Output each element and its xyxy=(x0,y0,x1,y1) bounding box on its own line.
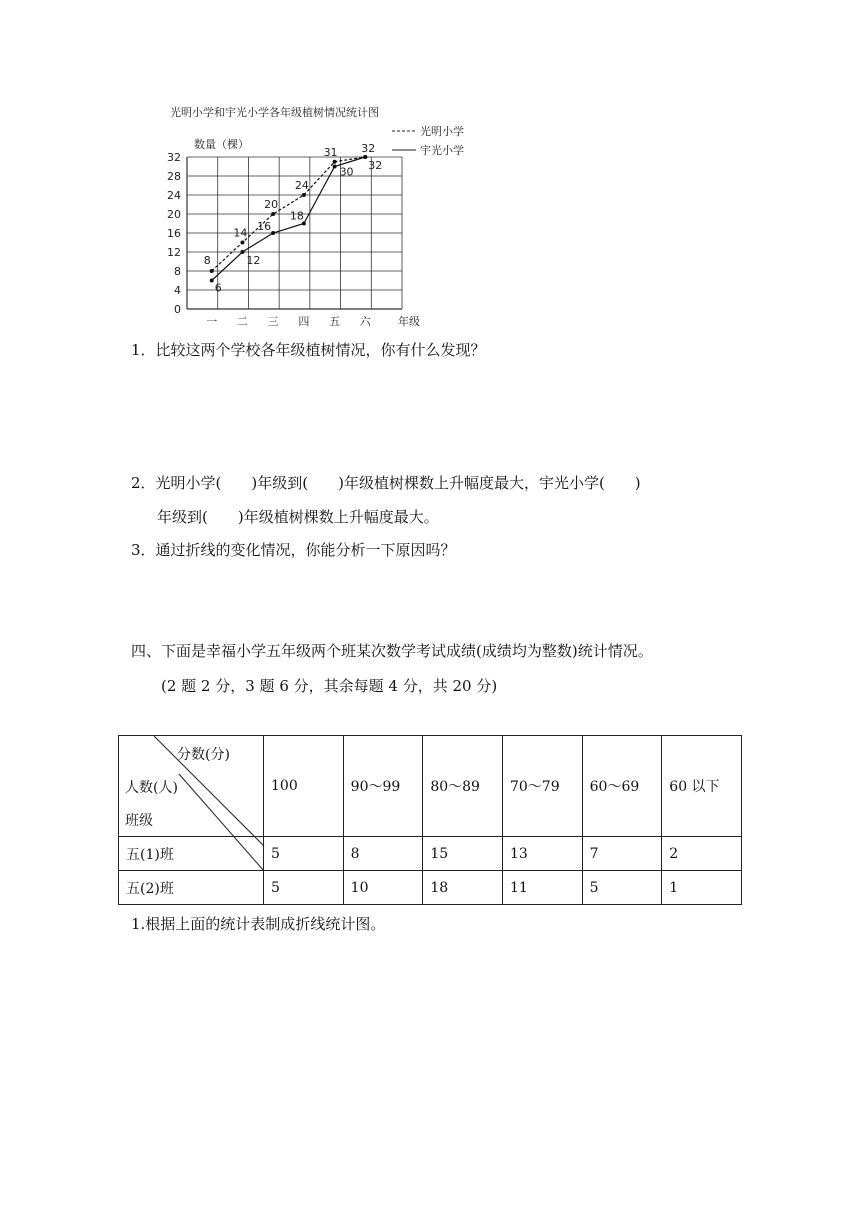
y-tick-label: 12 xyxy=(167,246,181,259)
row-label: 五(2)班 xyxy=(119,871,264,905)
table-cell: 18 xyxy=(423,871,503,905)
column-header: 80～89 xyxy=(423,736,503,837)
series-guangming-data-label: 31 xyxy=(323,145,338,159)
question-3-text: 通过折线的变化情况，你能分析一下原因吗？ xyxy=(155,541,456,559)
y-tick-label: 16 xyxy=(167,227,181,240)
question-3-number: 3． xyxy=(131,541,156,559)
x-tick-label: 二 xyxy=(236,315,248,328)
question-2-line-2 xyxy=(157,507,439,527)
series-yuguang-point xyxy=(210,279,214,283)
table-header-row xyxy=(119,736,742,837)
table-cell: 5 xyxy=(264,837,344,871)
question-1-text: 比较这两个学校各年级植树情况，你有什么发现？ xyxy=(155,341,486,359)
table-cell: 13 xyxy=(502,837,582,871)
y-tick-label: 24 xyxy=(167,189,181,202)
series-guangming-point xyxy=(333,160,337,164)
series-yuguang-point xyxy=(363,155,367,159)
series-guangming-data-label: 20 xyxy=(264,198,279,211)
corner-label-people: 人数(人) xyxy=(125,780,178,796)
series-guangming-point xyxy=(210,269,214,273)
question-3 xyxy=(131,540,456,560)
x-tick-label: 四 xyxy=(298,315,310,328)
y-axis-label: 数量（棵） xyxy=(194,138,249,151)
y-tick-label: 32 xyxy=(167,151,181,164)
row-label: 五(1)班 xyxy=(119,837,264,871)
table-cell: 11 xyxy=(502,871,582,905)
series-yuguang-data-label: 18 xyxy=(289,209,304,223)
series-yuguang-data-label: 32 xyxy=(368,159,383,172)
question-2-text-line-1: 光明小学( )年级到( )年级植树棵数上升幅度最大，宇光小学( ) xyxy=(155,474,641,492)
x-tick-label: 三 xyxy=(267,315,279,328)
tree-planting-line-chart xyxy=(150,98,480,330)
legend-guangming: 光明小学 xyxy=(420,125,464,138)
column-header: 100 xyxy=(264,736,344,837)
question-2-text-line-2: 年级到( )年级植树棵数上升幅度最大。 xyxy=(157,508,439,526)
series-yuguang-data-label: 30 xyxy=(339,165,354,179)
chart-title: 光明小学和宇光小学各年级植树情况统计图 xyxy=(170,106,379,119)
column-header: 70～79 xyxy=(502,736,582,837)
series-yuguang-point xyxy=(271,231,275,235)
y-tick-labels xyxy=(167,151,181,316)
column-header: 60 以下 xyxy=(662,736,742,837)
table-cell: 1 xyxy=(662,871,742,905)
series-guangming-data-label: 14 xyxy=(233,226,248,240)
series-yuguang-point xyxy=(333,165,337,169)
y-tick-label: 0 xyxy=(174,303,181,316)
question-1 xyxy=(131,340,486,360)
y-tick-label: 20 xyxy=(167,208,181,221)
series-guangming-data-label: 32 xyxy=(361,142,376,155)
column-header: 90～99 xyxy=(343,736,423,837)
x-tick-label: 六 xyxy=(359,315,371,328)
table-cell: 15 xyxy=(423,837,503,871)
series-guangming-point xyxy=(271,212,275,216)
x-axis-label: 年级 xyxy=(398,315,420,328)
table-cell: 7 xyxy=(582,837,662,871)
series-guangming-data-label: 24 xyxy=(294,179,309,192)
x-tick-labels xyxy=(206,315,372,328)
series-yuguang-data-label: 12 xyxy=(246,254,261,267)
table-cell: 8 xyxy=(343,837,423,871)
section-4-points: (2 题 2 分，3 题 6 分，其余每题 4 分，共 20 分) xyxy=(161,677,498,695)
y-tick-label: 28 xyxy=(167,170,181,183)
question-2-number: 2． xyxy=(131,474,156,492)
legend xyxy=(392,124,464,157)
column-header: 60～69 xyxy=(582,736,662,837)
table-cell: 2 xyxy=(662,837,742,871)
corner-label-score: 分数(分) xyxy=(177,747,230,763)
x-tick-label: 一 xyxy=(206,315,218,328)
legend-yuguang: 宇光小学 xyxy=(420,144,464,157)
corner-label-class: 班级 xyxy=(125,813,153,829)
table-cell: 5 xyxy=(582,871,662,905)
question-2-line-1 xyxy=(131,473,641,493)
y-tick-label: 8 xyxy=(174,265,181,278)
series-guangming-point xyxy=(302,193,306,197)
table-cell: 10 xyxy=(343,871,423,905)
chart-series xyxy=(204,142,383,295)
series-yuguang-data-label: 16 xyxy=(257,220,272,233)
series-yuguang-point xyxy=(240,250,244,254)
table-corner-cell xyxy=(119,736,264,837)
score-table xyxy=(118,735,742,905)
series-guangming-point xyxy=(240,241,244,245)
y-tick-label: 4 xyxy=(174,284,181,297)
x-tick-label: 五 xyxy=(329,315,341,328)
series-guangming-data-label: 8 xyxy=(203,254,211,267)
sub-question-1: 1.根据上面的统计表制成折线统计图。 xyxy=(131,915,386,933)
question-1-number: 1． xyxy=(131,341,156,359)
table-cell: 5 xyxy=(264,871,344,905)
section-4-heading: 四、下面是幸福小学五年级两个班某次数学考试成绩(成绩均为整数)统计情况。 xyxy=(131,642,653,660)
series-yuguang-data-label: 6 xyxy=(214,281,222,295)
